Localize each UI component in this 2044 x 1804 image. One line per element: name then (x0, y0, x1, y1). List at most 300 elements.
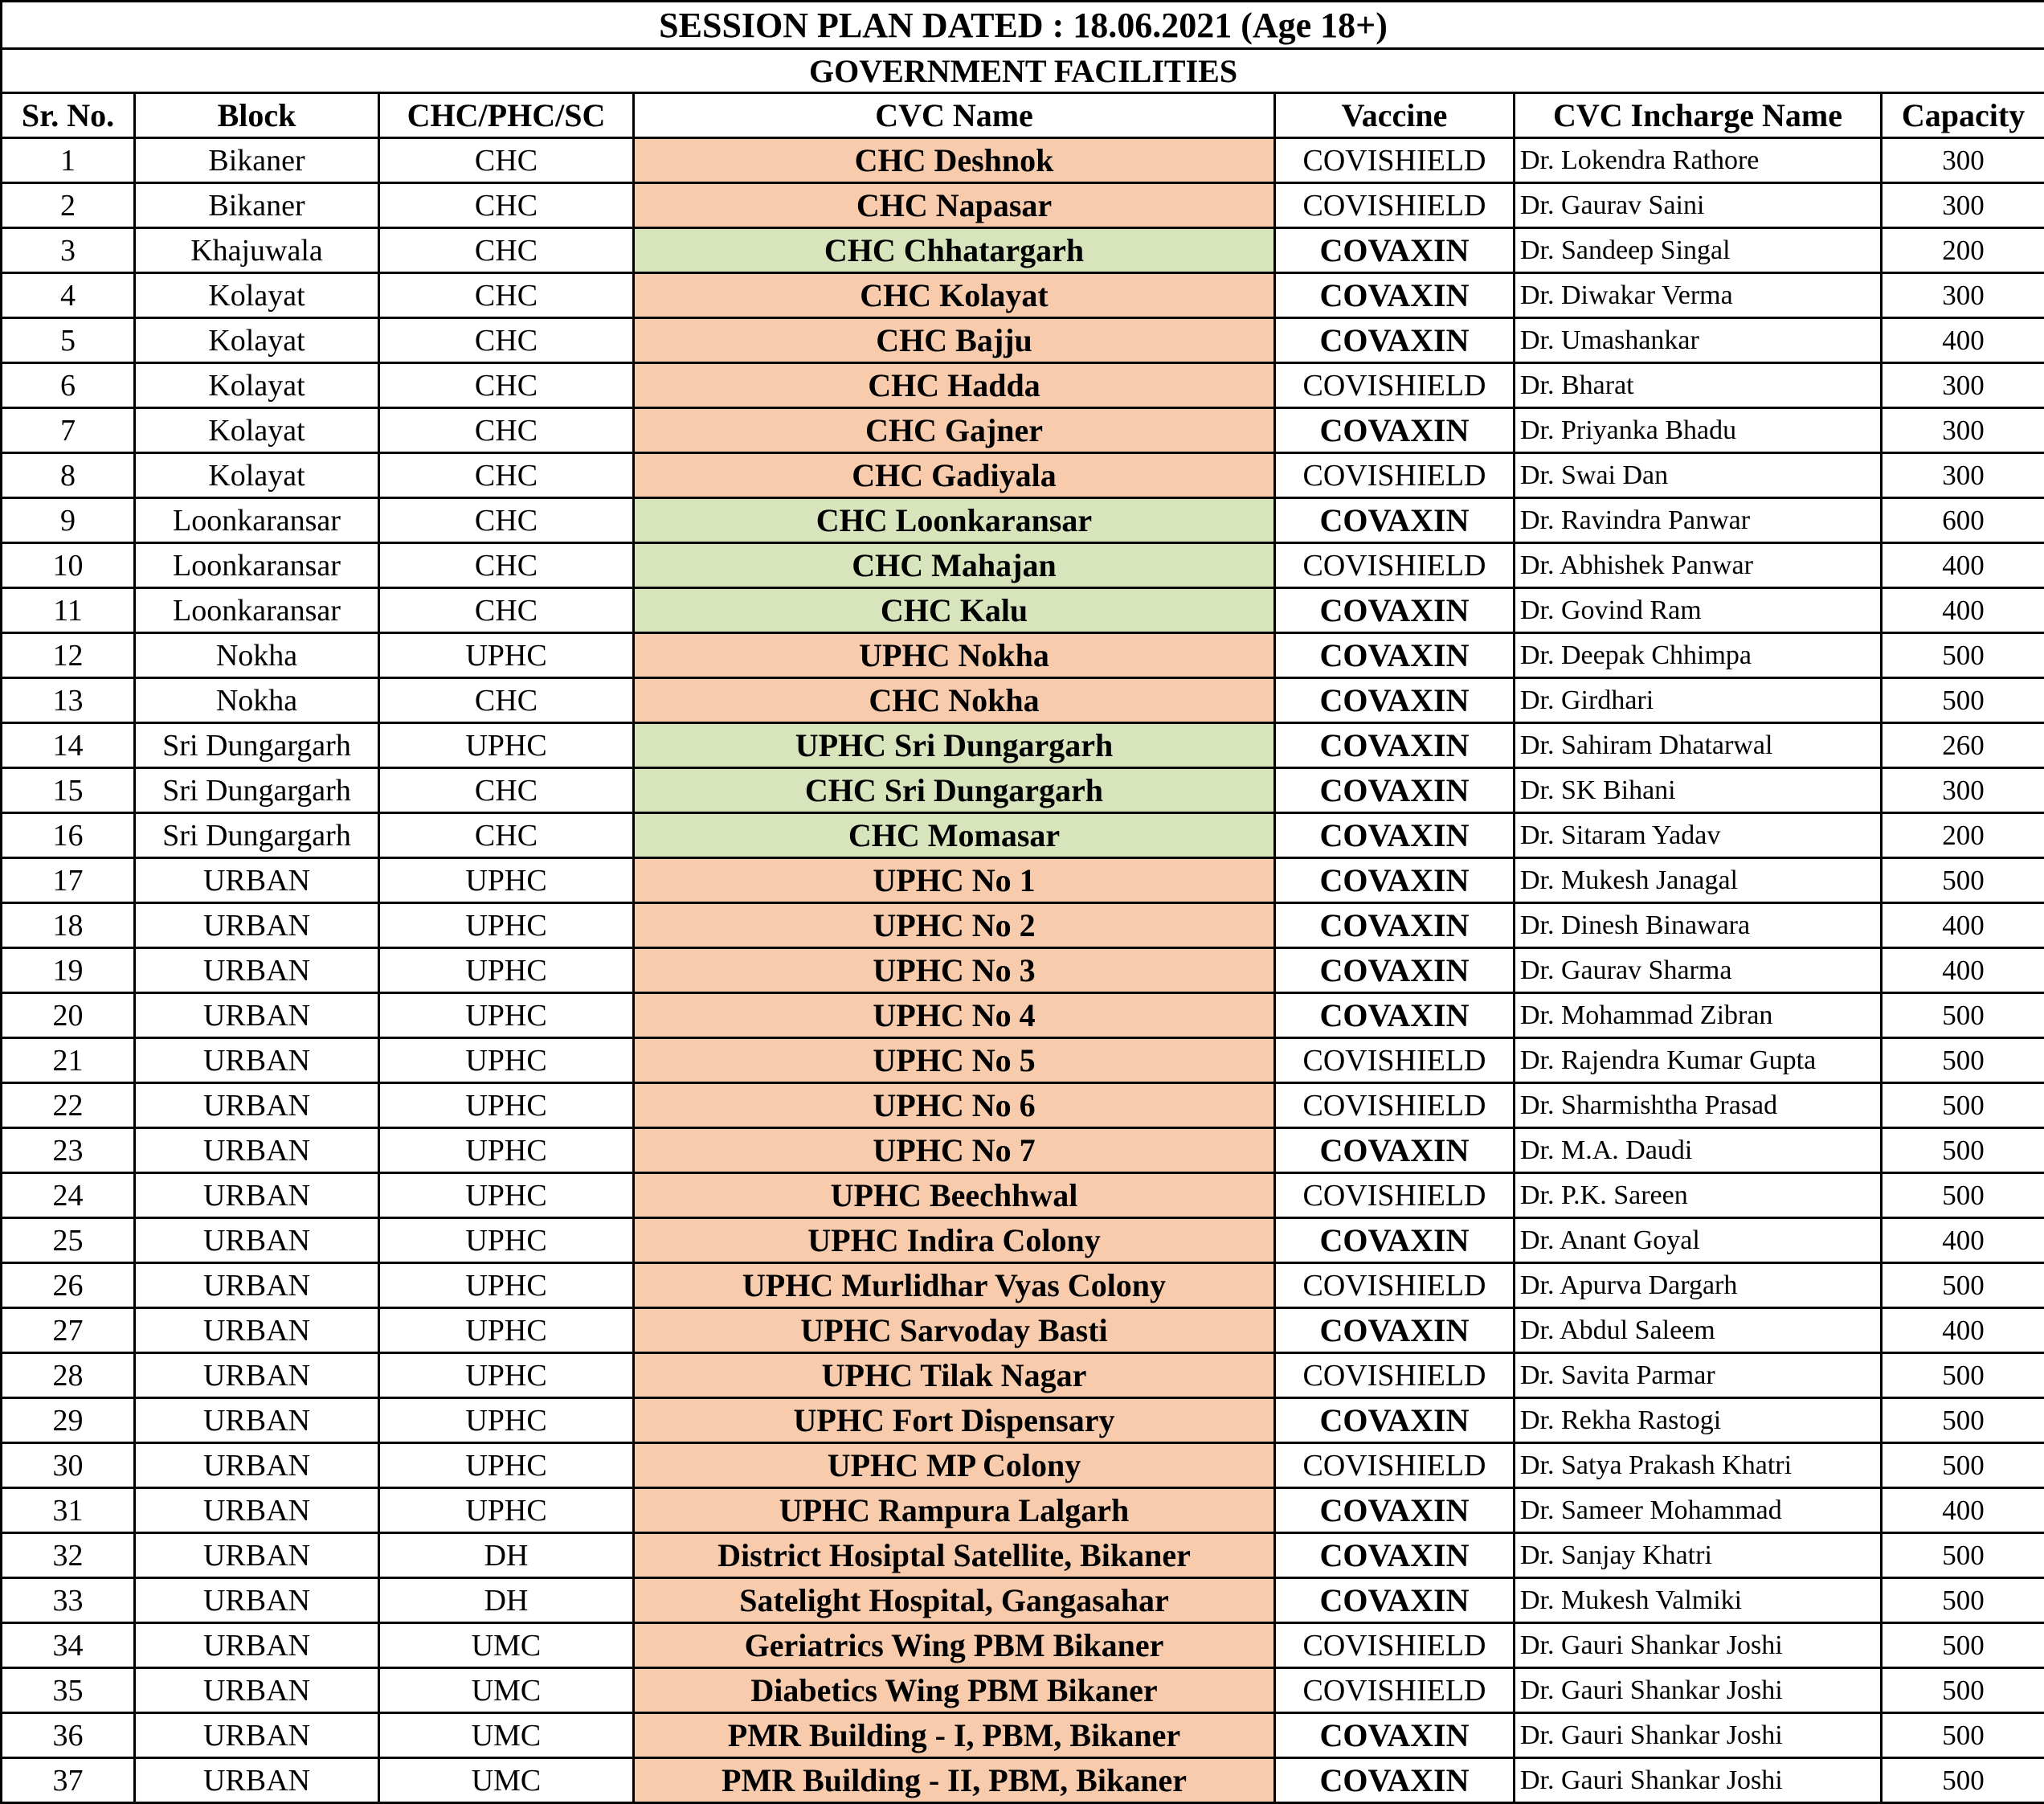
facility-type-cell: UPHC (379, 1173, 634, 1218)
facility-type-cell: UPHC (379, 903, 634, 948)
incharge-cell: Dr. Abhishek Panwar (1515, 543, 1882, 588)
table-row (2, 723, 2044, 768)
cvc-name-cell: UPHC Sarvoday Basti (634, 1308, 1275, 1353)
table-row (2, 1218, 2044, 1263)
incharge-cell: Dr. Gauri Shankar Joshi (1515, 1758, 1882, 1803)
cvc-name-cell: Satelight Hospital, Gangasahar (634, 1578, 1275, 1623)
block-cell: Bikaner (135, 183, 379, 228)
incharge-cell: Dr. Gauri Shankar Joshi (1515, 1623, 1882, 1668)
facility-type-cell: CHC (379, 228, 634, 273)
capacity-cell: 300 (1882, 408, 2044, 453)
capacity-cell: 400 (1882, 1218, 2044, 1263)
capacity-cell: 500 (1882, 858, 2044, 903)
sr-no-cell: 28 (2, 1353, 135, 1398)
capacity-cell: 400 (1882, 948, 2044, 993)
vaccine-cell: COVISHIELD (1275, 138, 1515, 183)
incharge-cell: Dr. Sanjay Khatri (1515, 1533, 1882, 1578)
vaccine-cell: COVAXIN (1275, 993, 1515, 1038)
facility-type-cell: DH (379, 1533, 634, 1578)
block-cell: Kolayat (135, 363, 379, 408)
facility-type-cell: UPHC (379, 633, 634, 678)
incharge-cell: Dr. Sitaram Yadav (1515, 813, 1882, 858)
cvc-name-cell: Geriatrics Wing PBM Bikaner (634, 1623, 1275, 1668)
table-body (2, 138, 2044, 1803)
vaccine-cell: COVAXIN (1275, 1398, 1515, 1443)
block-cell: Loonkaransar (135, 588, 379, 633)
page-title: SESSION PLAN DATED : 18.06.2021 (Age 18+) (2, 2, 2044, 49)
block-cell: URBAN (135, 1038, 379, 1083)
incharge-cell: Dr. Abdul Saleem (1515, 1308, 1882, 1353)
header-block: Block (135, 93, 379, 138)
incharge-cell: Dr. Gaurav Sharma (1515, 948, 1882, 993)
sr-no-cell: 3 (2, 228, 135, 273)
capacity-cell: 300 (1882, 453, 2044, 498)
facility-type-cell: UPHC (379, 993, 634, 1038)
cvc-name-cell: CHC Gadiyala (634, 453, 1275, 498)
header-facility-type: CHC/PHC/SC (379, 93, 634, 138)
facility-type-cell: CHC (379, 453, 634, 498)
block-cell: Kolayat (135, 273, 379, 318)
facility-type-cell: CHC (379, 678, 634, 723)
sr-no-cell: 5 (2, 318, 135, 363)
table-row (2, 1488, 2044, 1533)
table-row (2, 1173, 2044, 1218)
block-cell: URBAN (135, 1308, 379, 1353)
incharge-cell: Dr. Sameer Mohammad (1515, 1488, 1882, 1533)
block-cell: URBAN (135, 948, 379, 993)
vaccine-cell: COVAXIN (1275, 723, 1515, 768)
cvc-name-cell: UPHC No 5 (634, 1038, 1275, 1083)
facility-type-cell: CHC (379, 183, 634, 228)
table-row (2, 1308, 2044, 1353)
sr-no-cell: 10 (2, 543, 135, 588)
facility-type-cell: UPHC (379, 1443, 634, 1488)
vaccine-cell: COVAXIN (1275, 1533, 1515, 1578)
cvc-name-cell: UPHC Rampura Lalgarh (634, 1488, 1275, 1533)
sr-no-cell: 25 (2, 1218, 135, 1263)
block-cell: URBAN (135, 993, 379, 1038)
sr-no-cell: 18 (2, 903, 135, 948)
table-row (2, 498, 2044, 543)
incharge-cell: Dr. Sahiram Dhatarwal (1515, 723, 1882, 768)
incharge-cell: Dr. Umashankar (1515, 318, 1882, 363)
facility-type-cell: CHC (379, 138, 634, 183)
capacity-cell: 500 (1882, 1533, 2044, 1578)
block-cell: Kolayat (135, 318, 379, 363)
facility-type-cell: UPHC (379, 1218, 634, 1263)
block-cell: URBAN (135, 1443, 379, 1488)
cvc-name-cell: UPHC Tilak Nagar (634, 1353, 1275, 1398)
table-row (2, 1578, 2044, 1623)
sr-no-cell: 34 (2, 1623, 135, 1668)
vaccine-cell: COVISHIELD (1275, 1353, 1515, 1398)
capacity-cell: 300 (1882, 363, 2044, 408)
incharge-cell: Dr. Rajendra Kumar Gupta (1515, 1038, 1882, 1083)
incharge-cell: Dr. M.A. Daudi (1515, 1128, 1882, 1173)
cvc-name-cell: CHC Chhatargarh (634, 228, 1275, 273)
capacity-cell: 400 (1882, 318, 2044, 363)
cvc-name-cell: CHC Loonkaransar (634, 498, 1275, 543)
sr-no-cell: 20 (2, 993, 135, 1038)
facility-type-cell: CHC (379, 813, 634, 858)
table-row (2, 1668, 2044, 1713)
facility-type-cell: UMC (379, 1668, 634, 1713)
block-cell: Khajuwala (135, 228, 379, 273)
cvc-name-cell: District Hosiptal Satellite, Bikaner (634, 1533, 1275, 1578)
incharge-cell: Dr. Gauri Shankar Joshi (1515, 1713, 1882, 1758)
sr-no-cell: 36 (2, 1713, 135, 1758)
table-row (2, 588, 2044, 633)
capacity-cell: 260 (1882, 723, 2044, 768)
vaccine-cell: COVISHIELD (1275, 1173, 1515, 1218)
block-cell: Nokha (135, 633, 379, 678)
sr-no-cell: 17 (2, 858, 135, 903)
incharge-cell: Dr. Sandeep Singal (1515, 228, 1882, 273)
sr-no-cell: 13 (2, 678, 135, 723)
table-row (2, 633, 2044, 678)
incharge-cell: Dr. Gauri Shankar Joshi (1515, 1668, 1882, 1713)
block-cell: Sri Dungargarh (135, 768, 379, 813)
block-cell: Nokha (135, 678, 379, 723)
facility-type-cell: CHC (379, 768, 634, 813)
table-row (2, 273, 2044, 318)
cvc-name-cell: PMR Building - I, PBM, Bikaner (634, 1713, 1275, 1758)
capacity-cell: 500 (1882, 1713, 2044, 1758)
vaccine-cell: COVAXIN (1275, 228, 1515, 273)
incharge-cell: Dr. Apurva Dargarh (1515, 1263, 1882, 1308)
table-row (2, 1128, 2044, 1173)
sr-no-cell: 24 (2, 1173, 135, 1218)
sr-no-cell: 21 (2, 1038, 135, 1083)
cvc-name-cell: UPHC No 1 (634, 858, 1275, 903)
facility-type-cell: UPHC (379, 1038, 634, 1083)
vaccine-cell: COVAXIN (1275, 1758, 1515, 1803)
facility-type-cell: UPHC (379, 1308, 634, 1353)
cvc-name-cell: CHC Nokha (634, 678, 1275, 723)
vaccine-cell: COVAXIN (1275, 318, 1515, 363)
facility-type-cell: UPHC (379, 1263, 634, 1308)
vaccine-cell: COVAXIN (1275, 858, 1515, 903)
facility-type-cell: CHC (379, 318, 634, 363)
capacity-cell: 500 (1882, 633, 2044, 678)
block-cell: URBAN (135, 1398, 379, 1443)
table-row (2, 1083, 2044, 1128)
incharge-cell: Dr. Sharmishtha Prasad (1515, 1083, 1882, 1128)
cvc-name-cell: CHC Deshnok (634, 138, 1275, 183)
vaccine-cell: COVISHIELD (1275, 453, 1515, 498)
facility-type-cell: UPHC (379, 948, 634, 993)
vaccine-cell: COVAXIN (1275, 633, 1515, 678)
incharge-cell: Dr. Savita Parmar (1515, 1353, 1882, 1398)
vaccine-cell: COVAXIN (1275, 273, 1515, 318)
capacity-cell: 500 (1882, 678, 2044, 723)
cvc-name-cell: UPHC Sri Dungargarh (634, 723, 1275, 768)
sr-no-cell: 4 (2, 273, 135, 318)
capacity-cell: 500 (1882, 1038, 2044, 1083)
capacity-cell: 300 (1882, 183, 2044, 228)
incharge-cell: Dr. Diwakar Verma (1515, 273, 1882, 318)
capacity-cell: 500 (1882, 1623, 2044, 1668)
cvc-name-cell: CHC Kolayat (634, 273, 1275, 318)
vaccine-cell: COVAXIN (1275, 498, 1515, 543)
vaccine-cell: COVAXIN (1275, 588, 1515, 633)
vaccine-cell: COVISHIELD (1275, 1623, 1515, 1668)
header-cvc-name: CVC Name (634, 93, 1275, 138)
facility-type-cell: CHC (379, 363, 634, 408)
block-cell: URBAN (135, 1713, 379, 1758)
incharge-cell: Dr. Rekha Rastogi (1515, 1398, 1882, 1443)
block-cell: URBAN (135, 1578, 379, 1623)
table-row (2, 318, 2044, 363)
sr-no-cell: 26 (2, 1263, 135, 1308)
cvc-name-cell: UPHC No 4 (634, 993, 1275, 1038)
block-cell: URBAN (135, 1263, 379, 1308)
cvc-name-cell: UPHC MP Colony (634, 1443, 1275, 1488)
sr-no-cell: 19 (2, 948, 135, 993)
incharge-cell: Dr. Lokendra Rathore (1515, 138, 1882, 183)
facility-type-cell: UPHC (379, 1128, 634, 1173)
table-row (2, 1713, 2044, 1758)
cvc-name-cell: UPHC Fort Dispensary (634, 1398, 1275, 1443)
sr-no-cell: 35 (2, 1668, 135, 1713)
capacity-cell: 500 (1882, 1443, 2044, 1488)
cvc-name-cell: CHC Bajju (634, 318, 1275, 363)
sr-no-cell: 14 (2, 723, 135, 768)
table-row (2, 543, 2044, 588)
cvc-name-cell: UPHC No 3 (634, 948, 1275, 993)
capacity-cell: 600 (1882, 498, 2044, 543)
capacity-cell: 200 (1882, 228, 2044, 273)
header-capacity: Capacity (1882, 93, 2044, 138)
table-row (2, 453, 2044, 498)
table-row (2, 993, 2044, 1038)
block-cell: URBAN (135, 1218, 379, 1263)
vaccine-cell: COVAXIN (1275, 1488, 1515, 1533)
cvc-name-cell: UPHC Murlidhar Vyas Colony (634, 1263, 1275, 1308)
vaccine-cell: COVAXIN (1275, 948, 1515, 993)
column-header-row (2, 93, 2044, 138)
capacity-cell: 200 (1882, 813, 2044, 858)
vaccine-cell: COVISHIELD (1275, 183, 1515, 228)
sr-no-cell: 37 (2, 1758, 135, 1803)
vaccine-cell: COVAXIN (1275, 1713, 1515, 1758)
incharge-cell: Dr. Mukesh Janagal (1515, 858, 1882, 903)
capacity-cell: 500 (1882, 1398, 2044, 1443)
facility-type-cell: DH (379, 1578, 634, 1623)
sr-no-cell: 8 (2, 453, 135, 498)
sr-no-cell: 31 (2, 1488, 135, 1533)
facility-type-cell: UMC (379, 1713, 634, 1758)
incharge-cell: Dr. Swai Dan (1515, 453, 1882, 498)
facility-type-cell: CHC (379, 588, 634, 633)
block-cell: URBAN (135, 858, 379, 903)
incharge-cell: Dr. Ravindra Panwar (1515, 498, 1882, 543)
capacity-cell: 400 (1882, 1488, 2044, 1533)
table-row (2, 1758, 2044, 1803)
sr-no-cell: 1 (2, 138, 135, 183)
cvc-name-cell: Diabetics Wing PBM Bikaner (634, 1668, 1275, 1713)
facility-type-cell: UMC (379, 1623, 634, 1668)
header-incharge: CVC Incharge Name (1515, 93, 1882, 138)
capacity-cell: 500 (1882, 1578, 2044, 1623)
cvc-name-cell: CHC Gajner (634, 408, 1275, 453)
block-cell: Kolayat (135, 408, 379, 453)
cvc-name-cell: CHC Sri Dungargarh (634, 768, 1275, 813)
sr-no-cell: 9 (2, 498, 135, 543)
capacity-cell: 500 (1882, 1083, 2044, 1128)
block-cell: URBAN (135, 1668, 379, 1713)
facility-type-cell: UPHC (379, 723, 634, 768)
block-cell: URBAN (135, 1353, 379, 1398)
table-row (2, 948, 2044, 993)
facility-type-cell: CHC (379, 498, 634, 543)
capacity-cell: 500 (1882, 1668, 2044, 1713)
facility-type-cell: CHC (379, 273, 634, 318)
incharge-cell: Dr. SK Bihani (1515, 768, 1882, 813)
capacity-cell: 400 (1882, 903, 2044, 948)
vaccine-cell: COVAXIN (1275, 1308, 1515, 1353)
facility-type-cell: UMC (379, 1758, 634, 1803)
incharge-cell: Dr. Mohammad Zibran (1515, 993, 1882, 1038)
capacity-cell: 500 (1882, 1128, 2044, 1173)
capacity-cell: 400 (1882, 588, 2044, 633)
table-row (2, 858, 2044, 903)
capacity-cell: 300 (1882, 273, 2044, 318)
facility-type-cell: CHC (379, 543, 634, 588)
sr-no-cell: 30 (2, 1443, 135, 1488)
incharge-cell: Dr. Mukesh Valmiki (1515, 1578, 1882, 1623)
table-row (2, 138, 2044, 183)
table-row (2, 768, 2044, 813)
capacity-cell: 300 (1882, 138, 2044, 183)
sr-no-cell: 23 (2, 1128, 135, 1173)
capacity-cell: 400 (1882, 1308, 2044, 1353)
block-cell: URBAN (135, 1128, 379, 1173)
block-cell: URBAN (135, 1758, 379, 1803)
incharge-cell: Dr. Deepak Chhimpa (1515, 633, 1882, 678)
capacity-cell: 500 (1882, 1758, 2044, 1803)
cvc-name-cell: PMR Building - II, PBM, Bikaner (634, 1758, 1275, 1803)
block-cell: URBAN (135, 1083, 379, 1128)
incharge-cell: Dr. Govind Ram (1515, 588, 1882, 633)
vaccine-cell: COVAXIN (1275, 768, 1515, 813)
capacity-cell: 300 (1882, 768, 2044, 813)
cvc-name-cell: UPHC No 7 (634, 1128, 1275, 1173)
cvc-name-cell: UPHC Indira Colony (634, 1218, 1275, 1263)
vaccine-cell: COVISHIELD (1275, 1443, 1515, 1488)
facility-type-cell: UPHC (379, 1398, 634, 1443)
cvc-name-cell: UPHC Beechhwal (634, 1173, 1275, 1218)
vaccine-cell: COVAXIN (1275, 1128, 1515, 1173)
cvc-name-cell: CHC Napasar (634, 183, 1275, 228)
capacity-cell: 500 (1882, 1353, 2044, 1398)
sr-no-cell: 11 (2, 588, 135, 633)
table-row (2, 363, 2044, 408)
table-row (2, 1263, 2044, 1308)
cvc-name-cell: CHC Momasar (634, 813, 1275, 858)
sr-no-cell: 15 (2, 768, 135, 813)
block-cell: Loonkaransar (135, 498, 379, 543)
incharge-cell: Dr. Anant Goyal (1515, 1218, 1882, 1263)
subtitle-row (2, 49, 2044, 93)
sr-no-cell: 22 (2, 1083, 135, 1128)
sr-no-cell: 27 (2, 1308, 135, 1353)
sr-no-cell: 33 (2, 1578, 135, 1623)
table-row (2, 1443, 2044, 1488)
block-cell: URBAN (135, 1173, 379, 1218)
sr-no-cell: 12 (2, 633, 135, 678)
cvc-name-cell: CHC Mahajan (634, 543, 1275, 588)
block-cell: Sri Dungargarh (135, 723, 379, 768)
block-cell: Kolayat (135, 453, 379, 498)
block-cell: URBAN (135, 1533, 379, 1578)
table-row (2, 678, 2044, 723)
sr-no-cell: 16 (2, 813, 135, 858)
block-cell: Bikaner (135, 138, 379, 183)
facility-type-cell: CHC (379, 408, 634, 453)
vaccine-cell: COVISHIELD (1275, 1083, 1515, 1128)
vaccine-cell: COVAXIN (1275, 1578, 1515, 1623)
cvc-name-cell: UPHC No 2 (634, 903, 1275, 948)
vaccine-cell: COVAXIN (1275, 813, 1515, 858)
vaccine-cell: COVAXIN (1275, 1218, 1515, 1263)
facility-type-cell: UPHC (379, 1488, 634, 1533)
incharge-cell: Dr. Priyanka Bhadu (1515, 408, 1882, 453)
capacity-cell: 500 (1882, 1263, 2044, 1308)
vaccine-cell: COVAXIN (1275, 678, 1515, 723)
block-cell: Sri Dungargarh (135, 813, 379, 858)
facility-type-cell: UPHC (379, 1083, 634, 1128)
facility-type-cell: UPHC (379, 858, 634, 903)
vaccine-cell: COVISHIELD (1275, 1668, 1515, 1713)
table-row (2, 813, 2044, 858)
vaccine-cell: COVAXIN (1275, 903, 1515, 948)
vaccine-cell: COVISHIELD (1275, 1263, 1515, 1308)
table-row (2, 228, 2044, 273)
sr-no-cell: 6 (2, 363, 135, 408)
cvc-name-cell: CHC Kalu (634, 588, 1275, 633)
incharge-cell: Dr. Satya Prakash Khatri (1515, 1443, 1882, 1488)
incharge-cell: Dr. Dinesh Binawara (1515, 903, 1882, 948)
sr-no-cell: 2 (2, 183, 135, 228)
facility-type-cell: UPHC (379, 1353, 634, 1398)
incharge-cell: Dr. Gaurav Saini (1515, 183, 1882, 228)
incharge-cell: Dr. P.K. Sareen (1515, 1173, 1882, 1218)
table-row (2, 1353, 2044, 1398)
table-row (2, 183, 2044, 228)
cvc-name-cell: CHC Hadda (634, 363, 1275, 408)
capacity-cell: 500 (1882, 1173, 2044, 1218)
header-vaccine: Vaccine (1275, 93, 1515, 138)
incharge-cell: Dr. Girdhari (1515, 678, 1882, 723)
block-cell: URBAN (135, 903, 379, 948)
header-sr-no: Sr. No. (2, 93, 135, 138)
vaccine-cell: COVISHIELD (1275, 1038, 1515, 1083)
section-subtitle: GOVERNMENT FACILITIES (2, 49, 2044, 93)
sr-no-cell: 7 (2, 408, 135, 453)
table-row (2, 1398, 2044, 1443)
table-row (2, 408, 2044, 453)
block-cell: Loonkaransar (135, 543, 379, 588)
sr-no-cell: 29 (2, 1398, 135, 1443)
sr-no-cell: 32 (2, 1533, 135, 1578)
table-row (2, 1623, 2044, 1668)
cvc-name-cell: UPHC No 6 (634, 1083, 1275, 1128)
vaccine-cell: COVAXIN (1275, 408, 1515, 453)
capacity-cell: 400 (1882, 543, 2044, 588)
cvc-name-cell: UPHC Nokha (634, 633, 1275, 678)
block-cell: URBAN (135, 1623, 379, 1668)
